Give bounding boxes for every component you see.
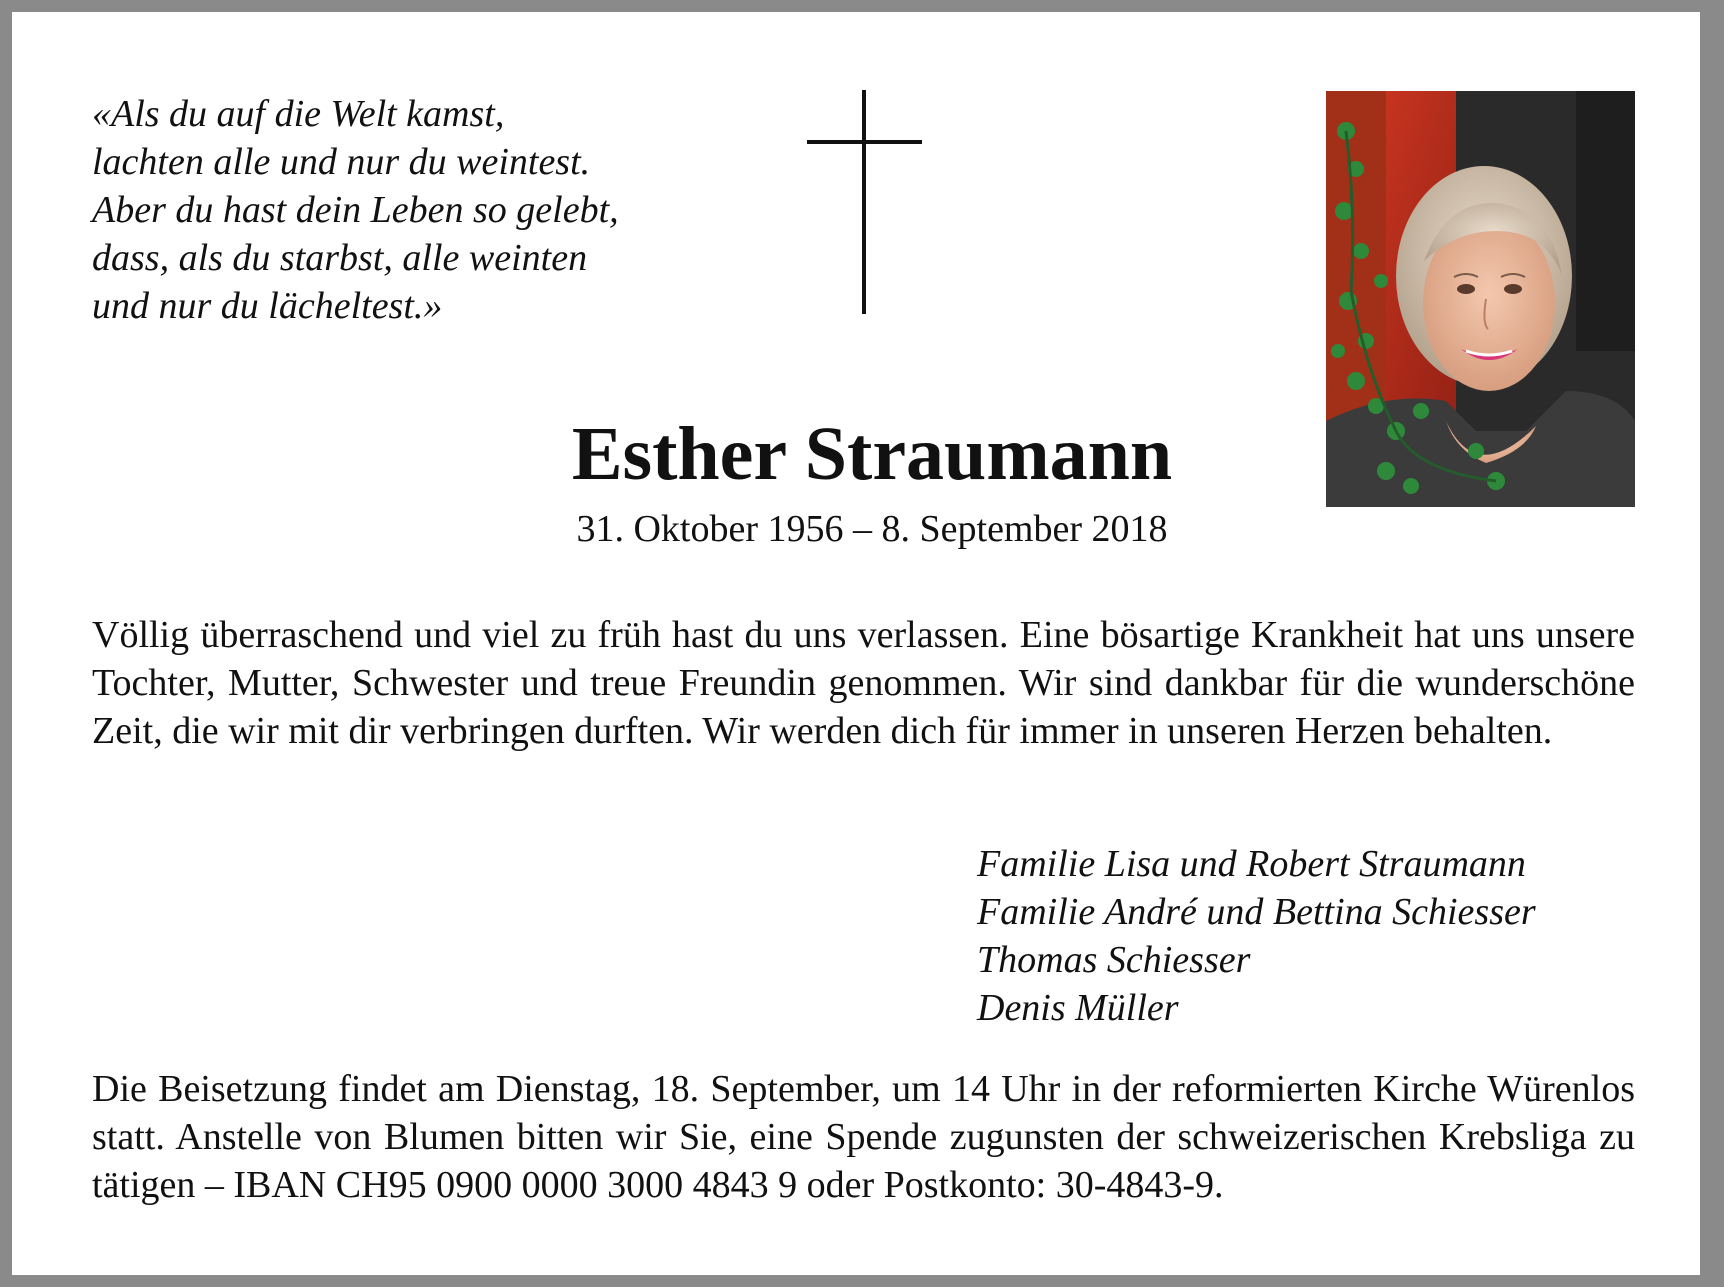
obituary-card [12,12,1700,1275]
memorial-quote [92,90,619,330]
quote-line: Aber du hast dein Leben so gelebt, [92,189,619,231]
quote-line: und nur du lächeltest.» [92,285,443,327]
portrait-photo [1326,91,1635,507]
quote-line: dass, als du starbst, alle weinten [92,237,588,279]
life-dates: 31. Oktober 1956 – 8. September 2018 [576,508,1168,550]
cross-icon [807,90,922,314]
mourner-line: Denis Müller [977,987,1179,1029]
funeral-notice: Die Beisetzung findet am Dienstag, 18. September, um 14 Uhr in der reformierten Kirche Würenlos statt. Anstelle von Blumen bitten wir Sie, eine Spende zugunsten der schweizerischen Krebsliga zu tätigen – IBAN CH95 0900 0000 3000 4843 9 oder Postkonto: 30-4843-9. [92,1068,1635,1206]
deceased-name: Esther Straumann [571,412,1173,496]
mourner-line: Familie André und Bettina Schiesser [977,891,1536,933]
quote-line: «Als du auf die Welt kamst, [92,93,505,135]
quote-line: lachten alle und nur du weintest. [92,141,591,183]
mourner-line: Thomas Schiesser [977,939,1251,981]
obituary-message: Völlig überraschend und viel zu früh hast du uns verlassen. Eine bösartige Krankheit hat uns unsere Tochter, Mutter, Schwester und treue Freundin genommen. Wir sind dankbar für die wunderschöne Zeit, die wir mit dir verbringen durften. Wir werden dich für immer in unseren Herzen behalten. [92,614,1635,752]
mourners-list [977,840,1536,1032]
mourner-line: Familie Lisa und Robert Straumann [977,843,1526,885]
